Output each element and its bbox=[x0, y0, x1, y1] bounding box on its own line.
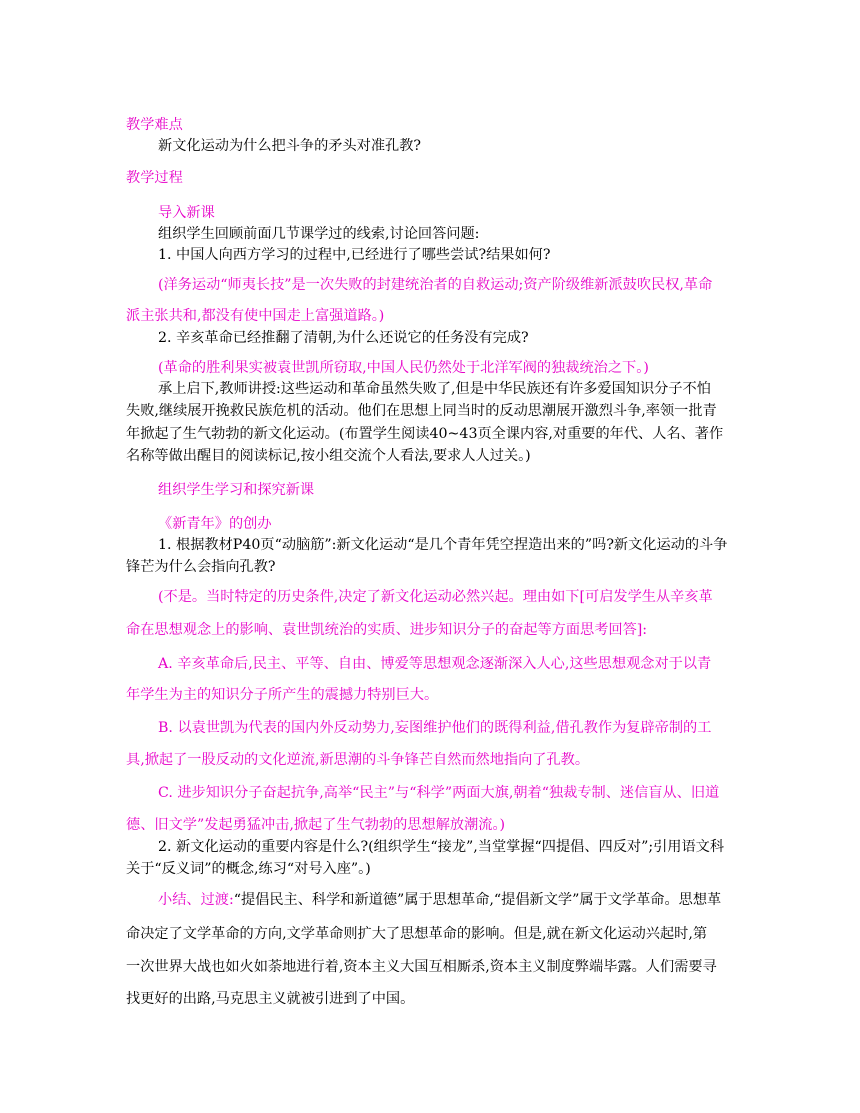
subheading-intro: 导入新课 bbox=[158, 205, 215, 221]
subheading-study: 组织学生学习和探究新课 bbox=[158, 482, 315, 498]
question-2: 2. 辛亥革命已经推翻了清朝,为什么还说它的任务没有完成? bbox=[158, 330, 529, 346]
answer-1-line-1: (洋务运动“师夷长技”是一次失败的封建统治者的自救运动;资产阶级维新派鼓吹民权,革命 bbox=[158, 277, 713, 293]
answer-2: (革命的胜利果实被袁世凯所窃取,中国人民仍然处于北洋军阀的独裁统治之下。) bbox=[158, 360, 649, 376]
summary-label: 小结、过渡: bbox=[158, 892, 234, 908]
difficulty-text: 新文化运动为什么把斗争的矛头对准孔教? bbox=[158, 138, 421, 154]
answer-c-line-2: 德、旧文学”发起勇猛冲击,掀起了生气勃勃的思想解放潮流。) bbox=[126, 817, 506, 833]
summary-text-1: “提倡民主、科学和新道德”属于思想革命,“提倡新文学”属于文学革命。思想革 bbox=[233, 892, 722, 908]
answer-a-line-2: 年学生为主的知识分子所产生的震撼力特别巨大。 bbox=[126, 687, 439, 703]
transition-line-3: 年掀起了生气勃勃的新文化运动。(布置学生阅读40~43页全课内容,对重要的年代、人名、著作 bbox=[126, 426, 724, 442]
question-1: 1. 中国人向西方学习的过程中,已经进行了哪些尝试?结果如何? bbox=[158, 247, 551, 263]
question-3-line-2: 锋芒为什么会指向孔教? bbox=[126, 559, 276, 575]
subheading-new-youth: 《新青年》的创办 bbox=[158, 516, 272, 532]
review-instruction: 组织学生回顾前面几节课学过的线索,讨论回答问题: bbox=[158, 226, 480, 242]
transition-line-1: 承上启下,教师讲授:这些运动和革命虽然失败了,但是中华民族还有许多爱国知识分子不怕 bbox=[158, 381, 711, 397]
question-4-line-1: 2. 新文化运动的重要内容是什么?(组织学生“接龙”,当堂掌握“四提倡、四反对”;引用语文科 bbox=[158, 839, 725, 855]
summary-line-2: 命决定了文学革命的方向,文学革命则扩大了思想革命的影响。但是,就在新文化运动兴起时,第 bbox=[126, 926, 708, 942]
answer-3-line-2: 命在思想观念上的影响、袁世凯统治的实质、进步知识分子的奋起等方面思考回答]: bbox=[126, 622, 648, 638]
summary-line-3: 一次世界大战也如火如荼地进行着,资本主义大国互相厮杀,资本主义制度弊端毕露。人们需要寻 bbox=[126, 959, 717, 975]
summary-line-4: 找更好的出路,马克思主义就被引进到了中国。 bbox=[126, 991, 415, 1007]
answer-1-line-2: 派主张共和,都没有使中国走上富强道路。) bbox=[126, 308, 385, 324]
answer-3-line-1: (不是。当时特定的历史条件,决定了新文化运动必然兴起。理由如下[可启发学生从辛亥革 bbox=[158, 589, 713, 605]
answer-a-line-1: A. 辛亥革命后,民主、平等、自由、博爱等思想观念逐渐深入人心,这些思想观念对于以青 bbox=[158, 656, 712, 672]
question-4-line-2: 关于“反义词”的概念,练习“对号入座”。) bbox=[126, 861, 371, 877]
transition-line-4: 名称等做出醒目的阅读标记,按小组交流个人看法,要求人人过关。) bbox=[126, 448, 531, 464]
answer-c-line-1: C. 进步知识分子奋起抗争,高举“民主”与“科学”两面大旗,朝着“独裁专制、迷信盲从、旧道 bbox=[158, 785, 720, 801]
question-3-line-1: 1. 根据教材P40页“动脑筋”:新文化运动“是几个青年凭空捏造出来的”吗?新文化运动的斗争 bbox=[158, 537, 728, 553]
answer-b-line-2: 具,掀起了一股反动的文化逆流,新思潮的斗争锋芒自然而然地指向了孔教。 bbox=[126, 752, 590, 768]
summary-line-1 bbox=[158, 891, 721, 909]
answer-b-line-1: B. 以袁世凯为代表的国内外反动势力,妄图维护他们的既得利益,借孔教作为复辟帝制的工 bbox=[158, 720, 712, 736]
transition-line-2: 失败,继续展开挽救民族危机的活动。他们在思想上同当时的反动思潮展开激烈斗争,率领一批青 bbox=[126, 403, 717, 419]
heading-teaching-process: 教学过程 bbox=[126, 170, 183, 186]
heading-teaching-difficulty: 教学难点 bbox=[126, 117, 183, 133]
